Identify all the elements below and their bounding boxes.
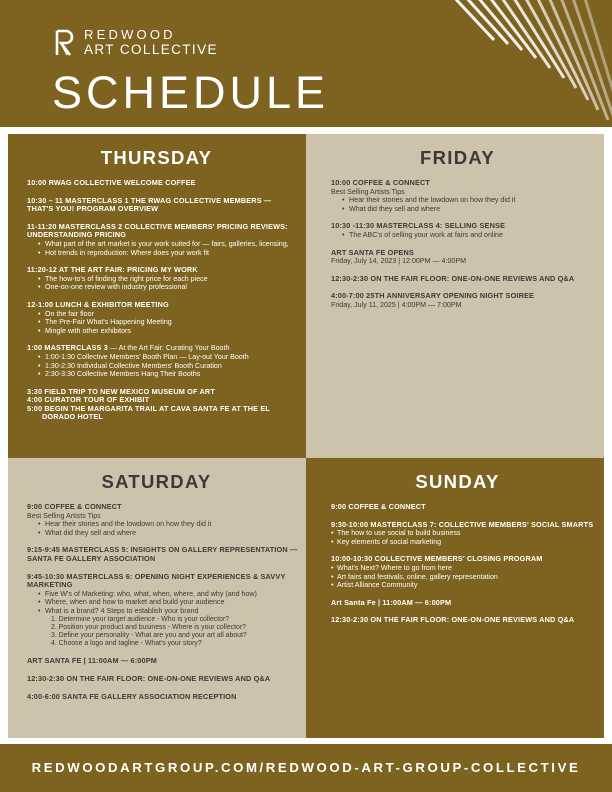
footer-url-link[interactable]: REDWOODARTGROUP.COM/REDWOOD-ART-GROUP-COLLECTIVE <box>0 744 612 792</box>
numbered-item: 4. Choose a logo and tagline - What's your story? <box>51 640 202 648</box>
friday-title: FRIDAY <box>420 147 495 168</box>
schedule-entry <box>331 555 596 589</box>
bullet-item: • Five W's of Marketing: who, what, when, where, and why (and how) <box>45 590 298 599</box>
bullet-item: • Key elements of social marketing <box>337 538 596 547</box>
entry-title: 10:00-10:30 COLLECTIVE MEMBERS' CLOSING PROGRAM <box>331 554 543 564</box>
entry-title: 1:00 MASTERCLASS 3 <box>27 343 108 353</box>
thursday-title: THURSDAY <box>100 147 213 168</box>
friday-panel <box>306 134 604 458</box>
bullet-item: • What's Next? Where to go from here <box>337 564 596 573</box>
numbered-item: 3. Define your personality - What are you and your art all about? <box>51 631 247 639</box>
entry-title: 11-11:20 MASTERCLASS 2 COLLECTIVE MEMBERS' PRICING REVIEWS: UNDERSTANDING PRICING <box>27 221 288 240</box>
entry-title: 9:30-10:00 MASTERCLASS 7: COLLECTIVE MEMBERS' SOCIAL SMARTS <box>331 519 594 529</box>
bullet-item: • 1:00-1:30 Collective Members' Booth Plan — Lay-out Your Booth <box>45 353 298 362</box>
bullet-item: • Mingle with other exhibitors <box>45 327 298 336</box>
bullet-item: • Hear their stories and the lowdown on how they did it <box>349 196 596 205</box>
bullet-item: • 2:30-3:30 Collective Members Hang Their Booths <box>45 370 298 379</box>
entry-title: 9:00 COFFEE & CONNECT <box>27 502 122 511</box>
redwood-r-mark-icon <box>54 28 76 56</box>
bullet-item: • Hear their stories and the lowdown on how they did it <box>45 520 298 529</box>
schedule-entry <box>27 546 298 563</box>
schedule-entry <box>331 599 596 608</box>
entry-title: 9:15-9:45 MASTERCLASS 5: INSIGHTS ON GALLERY REPRESENTATION — SANTA FE GALLERY ASSOCIATION <box>27 545 298 563</box>
bullet-item: • Art fairs and festivals, online, gallery representation <box>337 573 596 582</box>
entry-title: Art Santa Fe | 11:00AM — 6:00PM <box>331 597 452 607</box>
numbered-item: 2. Position your product and business - Where is your collector? <box>51 623 246 631</box>
schedule-entry <box>27 573 298 649</box>
entry-title: 12-1:00 LUNCH & EXHIBITOR MEETING <box>27 299 169 309</box>
entry-subtitle: Best Selling Artists Tips <box>331 187 405 196</box>
entry-title: 11:20-12 AT THE ART FAIR: PRICING MY WORK <box>27 265 198 275</box>
entry-title: 10:30 – 11 MASTERCLASS 1 THE RWAG COLLECTIVE MEMBERS — THAT'S YOU! PROGRAM OVERVIEW <box>27 195 272 214</box>
bullet-item: • The how to use social to build business <box>337 529 596 538</box>
page-title: SCHEDULE <box>52 67 330 118</box>
entry-subtitle: Friday, July 11, 2025 | 4:00PM — 7:00PM <box>331 300 462 309</box>
header-banner <box>0 0 612 127</box>
sunday-title: SUNDAY <box>415 471 500 492</box>
diagonal-stripes-icon <box>412 0 612 127</box>
schedule-entry <box>27 344 298 378</box>
bullet-item: • What part of the art market is your work suited for — fairs, galleries, licensing, <box>45 240 298 249</box>
bullet-item: • 1:30-2:30 Individual Collective Members' Booth Curation <box>45 362 298 371</box>
entry-title: ART SANTA FE | 11:00AM — 6:00PM <box>27 656 157 666</box>
schedule-entry <box>331 503 596 512</box>
bullet-item: • The ABC's of selling your work at fairs and online <box>349 231 596 240</box>
sunday-panel <box>306 458 604 738</box>
brand-name: REDWOOD <box>84 27 176 42</box>
bullet-item: • Hot trends in reproduction: Where does your work fit <box>45 249 298 258</box>
bullet-item: • What is a brand? 4 Steps to establish your brand <box>45 607 298 616</box>
entry-title: 9:45-10:30 MASTERCLASS 6: OPENING NIGHT EXPERIENCES & SAVVY MARKETING <box>27 571 286 590</box>
bullet-item: • The Pre-Fair What's Happening Meeting <box>45 318 298 327</box>
bullet-item: • On the fair floor <box>45 310 298 319</box>
schedule-entry <box>27 301 298 335</box>
entry-title: 5:00 BEGIN THE MARGARITA TRAIL AT CAVA SANTA FE AT THE EL DORADO HOTEL <box>27 403 270 422</box>
thursday-panel <box>8 134 306 458</box>
schedule-entry <box>27 223 298 257</box>
bullet-item: • What did they sell and where <box>349 205 596 214</box>
schedule-entry <box>27 266 298 292</box>
schedule-entry <box>27 657 298 666</box>
entry-title-rest: — At the Art Fair: Curating Your Booth <box>107 344 230 353</box>
entry-title: 4:00-7:00 25TH ANNIVERSARY OPENING NIGHT SOIREE <box>331 291 535 301</box>
saturday-panel <box>8 458 306 738</box>
numbered-item: 1. Determine your target audience - Who is your collector? <box>51 615 230 623</box>
schedule-entry <box>331 222 596 239</box>
schedule-entry <box>27 693 298 702</box>
bullet-item: • Where, when and how to market and build your audience <box>45 598 298 607</box>
entry-title: 12:30-2:30 ON THE FAIR FLOOR: ONE-ON-ONE REVIEWS AND Q&A <box>27 673 271 683</box>
entry-title: 4:00 CURATOR TOUR OF EXHIBIT <box>27 395 150 405</box>
entry-subtitle: Friday, July 14, 2023 | 12:00PM — 4:00PM <box>331 257 466 266</box>
entry-title: 9:00 COFFEE & CONNECT <box>331 502 426 511</box>
schedule-entry <box>27 197 298 214</box>
schedule-entry <box>27 179 298 188</box>
entry-title: 10:00 COFFEE & CONNECT <box>331 178 430 187</box>
schedule-entry <box>27 388 298 422</box>
entry-title: 10:30 -11:30 MASTERCLASS 4: SELLING SENSE <box>331 221 506 231</box>
schedule-entry <box>331 249 596 266</box>
entry-title: ART SANTA FE OPENS <box>331 247 414 257</box>
schedule-entry <box>331 521 596 547</box>
bullet-item: • Artist Alliance Community <box>337 581 596 590</box>
entry-title: 3:30 FIELD TRIP TO NEW MEXICO MUSEUM OF ART <box>27 386 215 396</box>
schedule-grid <box>8 134 604 738</box>
entry-title: 12:30-2:30 ON THE FAIR FLOOR: ONE-ON-ONE REVIEWS AND Q&A <box>331 615 575 625</box>
schedule-entry <box>27 503 298 537</box>
entry-subtitle: Best Selling Artists Tips <box>27 511 101 520</box>
bullet-item: • The how-to's of finding the right price for each piece <box>45 275 298 284</box>
schedule-entry <box>331 179 596 213</box>
schedule-entry <box>331 275 596 284</box>
schedule-entry <box>331 292 596 309</box>
brand-subname: ART COLLECTIVE <box>84 42 218 57</box>
schedule-entry <box>27 675 298 684</box>
schedule-entry <box>331 616 596 625</box>
bullet-item: • What did they sell and where <box>45 529 298 538</box>
entry-title: 10:00 RWAG COLLECTIVE WELCOME COFFEE <box>27 178 196 187</box>
entry-title: 4:00-6:00 SANTA FE GALLERY ASSOCIATION RECEPTION <box>27 691 237 701</box>
saturday-title: SATURDAY <box>101 471 212 492</box>
bullet-item: • One-on-one review with industry professional <box>45 283 298 292</box>
entry-title: 12:30-2:30 ON THE FAIR FLOOR: ONE-ON-ONE REVIEWS AND Q&A <box>331 273 575 283</box>
